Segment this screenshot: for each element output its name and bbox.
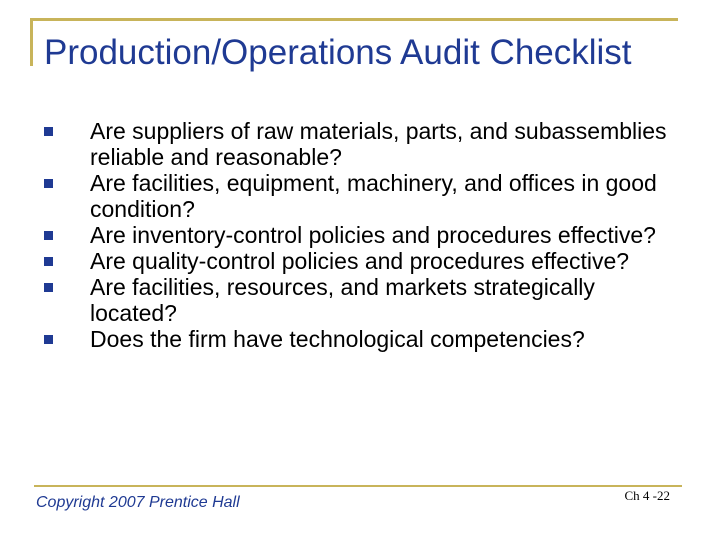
square-bullet-icon <box>44 127 53 136</box>
footer-copyright: Copyright 2007 Prentice Hall <box>36 494 240 511</box>
bullet-text: Does the firm have technological competencies? <box>90 326 585 352</box>
square-bullet-icon <box>44 257 53 266</box>
bullet-text: Are facilities, resources, and markets strategically located? <box>90 274 595 326</box>
square-bullet-icon <box>44 283 53 292</box>
square-bullet-icon <box>44 179 53 188</box>
bullet-text: Are suppliers of raw materials, parts, and subassemblies reliable and reasonable? <box>90 118 667 170</box>
title-frame-left-rule <box>30 18 33 66</box>
bullet-item <box>44 118 684 170</box>
bullet-item <box>44 274 684 326</box>
bullet-text: Are facilities, equipment, machinery, and offices in good condition? <box>90 170 657 222</box>
bullet-text: Are inventory-control policies and procedures effective? <box>90 222 656 248</box>
footer-rule <box>34 485 682 487</box>
bullet-list <box>44 118 684 352</box>
bullet-item <box>44 326 684 352</box>
bullet-text: Are quality-control policies and procedures effective? <box>90 248 630 274</box>
bullet-item <box>44 170 684 222</box>
slide-title: Production/Operations Audit Checklist <box>44 33 632 72</box>
square-bullet-icon <box>44 335 53 344</box>
bullet-item <box>44 248 684 274</box>
footer-page-number: Ch 4 -22 <box>624 488 670 503</box>
square-bullet-icon <box>44 231 53 240</box>
bullet-item <box>44 222 684 248</box>
title-frame-top-rule <box>30 18 678 21</box>
